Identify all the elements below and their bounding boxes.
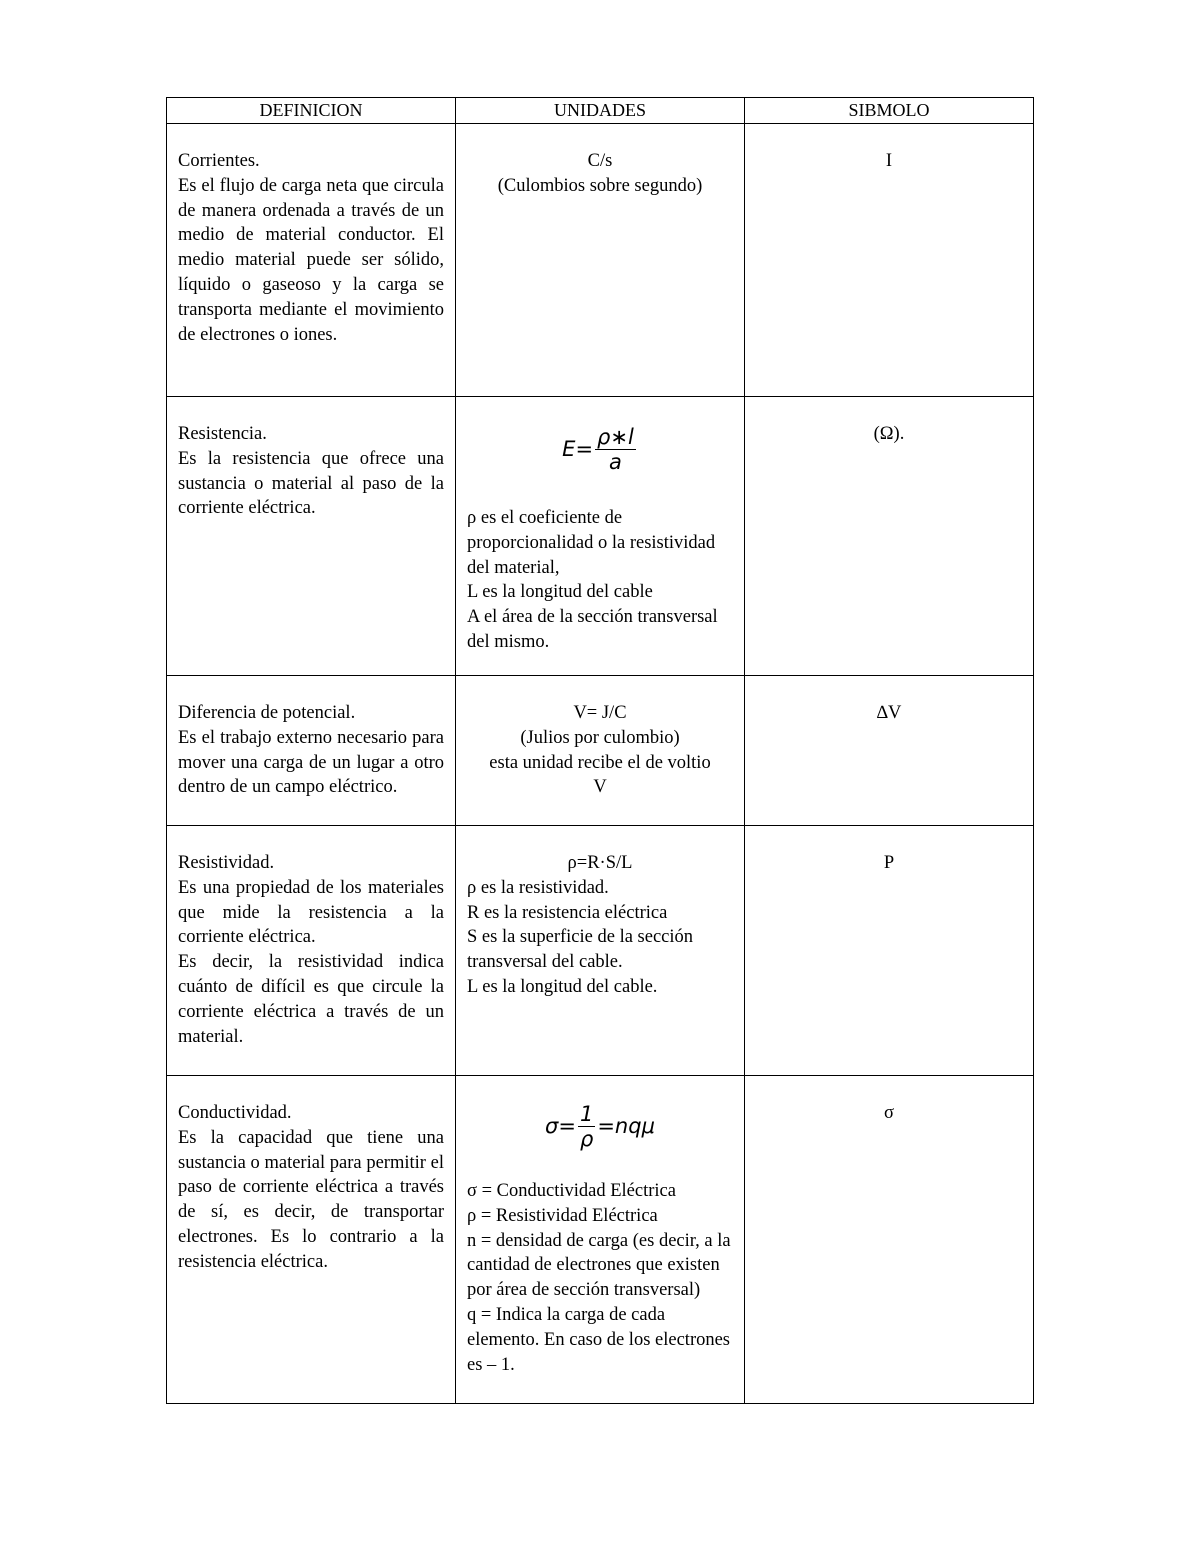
note-line: L es la longitud del cable. [467, 976, 658, 997]
definition-text: Es una propiedad de los materiales que mide la resistencia a la corriente eléctrica. [178, 877, 444, 948]
definition-cell [167, 1076, 456, 1404]
symbol-text: I [885, 151, 893, 171]
symbol-text: ∆V [876, 703, 902, 723]
units-line: V [593, 777, 607, 798]
resistance-formula [467, 425, 733, 474]
note-line: ρ es la resistividad. [467, 877, 609, 898]
note-line: n = densidad de carga (es decir, a la cantidad de electrones que existen por área de sección transversal) [467, 1230, 731, 1301]
symbol-cell [745, 826, 1034, 1076]
symbol-cell [745, 676, 1034, 826]
units-cell [456, 124, 745, 397]
formula-denominator: ρ [579, 1127, 594, 1151]
units-cell [456, 676, 745, 826]
units-line: esta unidad recibe el de voltio [489, 752, 711, 773]
units-cell [456, 1076, 745, 1404]
units-line: C/s [587, 151, 613, 171]
formula-numerator: ρ∗l [597, 425, 634, 449]
header-unidades: UNIDADES [456, 98, 745, 124]
definition-cell [167, 826, 456, 1076]
formula-denominator: a [608, 450, 622, 474]
units-line: (Julios por culombio) [520, 727, 680, 748]
definition-cell [167, 676, 456, 826]
definition-text: Es la resistencia que ofrece una sustancia o material al paso de la corriente eléctrica. [178, 448, 444, 519]
units-cell [456, 826, 745, 1076]
definition-text: Es decir, la resistividad indica cuánto de difícil es que circule la corriente eléctrica a través de un material. [178, 952, 444, 1047]
symbol-cell [745, 397, 1034, 676]
formula-rhs: =nqμ [597, 1114, 655, 1139]
header-definicion: DEFINICION [167, 98, 456, 124]
formula-lhs: σ= [545, 1114, 576, 1139]
formula-fraction [578, 1102, 595, 1151]
conductivity-formula [467, 1102, 733, 1151]
header-simbolo: SIBMOLO [745, 98, 1034, 124]
note-line: σ = Conductividad Eléctrica [467, 1181, 676, 1201]
symbol-text: P [883, 853, 895, 873]
symbol-text: (Ω). [873, 424, 905, 444]
note-line: q = Indica la carga de cada elemento. En caso de los electrones es – 1. [467, 1304, 731, 1375]
table-row [167, 124, 1034, 397]
table-row [167, 676, 1034, 826]
note-line: S es la superficie de la sección transversal del cable. [467, 927, 694, 973]
formula-fraction [595, 425, 636, 474]
definition-text: Es el trabajo externo necesario para mover una carga de un lugar a otro dentro de un campo eléctrico. [178, 727, 444, 798]
note-line: R es la resistencia eléctrica [467, 902, 668, 923]
table-row [167, 826, 1034, 1076]
formula-lhs: E= [562, 437, 594, 462]
row-title: Corrientes. [178, 151, 260, 171]
note-line: L es la longitud del cable [467, 582, 653, 603]
symbol-cell [745, 1076, 1034, 1404]
units-line: V= J/C [573, 703, 627, 723]
units-cell [456, 397, 745, 676]
definitions-table [166, 97, 1034, 1404]
row-title: Resistividad. [178, 853, 275, 873]
symbol-cell [745, 124, 1034, 397]
resistivity-formula: ρ=R·S/L [567, 853, 633, 873]
row-title: Conductividad. [178, 1103, 292, 1123]
note-line: ρ = Resistividad Eléctrica [467, 1205, 658, 1226]
definition-text: Es el flujo de carga neta que circula de manera ordenada a través de un medio de material conductor. El medio material puede ser sólido, líquido o gaseoso y la carga se transporta mediante el movimiento de electrones o iones. [178, 175, 444, 345]
definition-cell [167, 397, 456, 676]
table-row [167, 1076, 1034, 1404]
definition-text: Es la capacidad que tiene una sustancia o material para permitir el paso de corriente eléctrica a través de sí, es decir, de transportar electrones. Es lo contrario a la resistencia eléctrica. [178, 1127, 444, 1272]
formula-numerator: 1 [579, 1102, 594, 1126]
row-title: Resistencia. [178, 424, 267, 444]
note-line: ρ es el coeficiente de proporcionalidad o la resistividad del material, [467, 508, 716, 578]
row-title: Diferencia de potencial. [178, 703, 356, 723]
note-line: A el área de la sección transversal del mismo. [467, 607, 718, 652]
header-row [167, 98, 1034, 124]
symbol-text: σ [884, 1103, 894, 1123]
table-row [167, 397, 1034, 676]
definition-cell [167, 124, 456, 397]
units-line: (Culombios sobre segundo) [497, 175, 703, 196]
